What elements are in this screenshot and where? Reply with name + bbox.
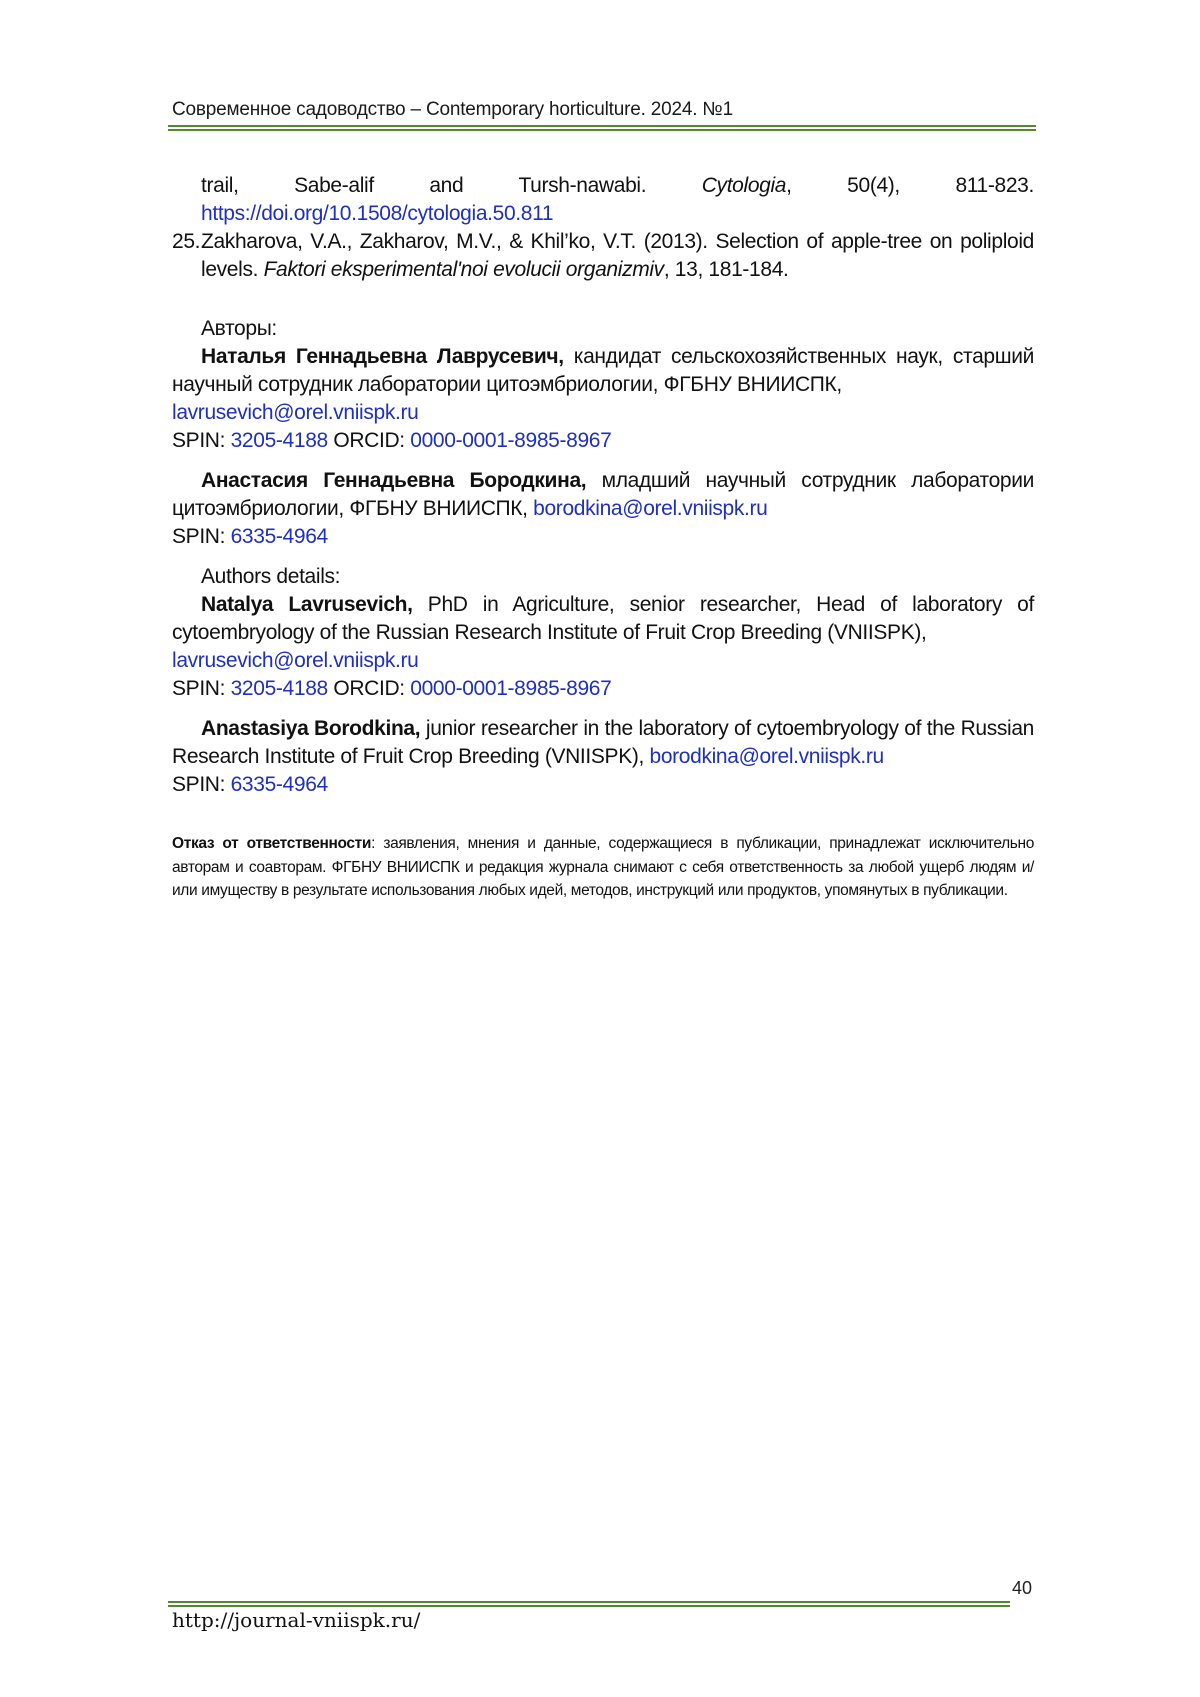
orcid-link[interactable]: 0000-0001-8985-8967: [410, 677, 612, 700]
author-en-2: Anastasiya Borodkina, junior researcher in the laboratory of cytoembryology of the Russian Research Institute of Fruit Crop Breeding (VNIISPK), borodkina@orel.vniispk.ru: [172, 717, 1034, 768]
email-link[interactable]: borodkina@orel.vniispk.ru: [533, 497, 768, 520]
author-en-1: Natalya Lavrusevich, PhD in Agriculture, senior researcher, Head of laboratory of cytoembryology of the Russian Research Institute of Fruit Crop Breeding (VNIISPK), lavrusevich@orel.vniispk.ru: [172, 593, 1034, 672]
page-number: 40: [1012, 1578, 1033, 1598]
spin-link[interactable]: 3205-4188: [230, 677, 328, 700]
author-name: Anastasiya Borodkina,: [201, 717, 421, 740]
disclaimer: [172, 832, 1034, 903]
footer-url: http://journal-vniispk.ru/: [172, 1608, 421, 1632]
reference-25: 25.Zakharova, V.A., Zakharov, M.V., & Khil’ko, V.T. (2013). Selection of apple-tree on poliploid levels. Faktori eksperimental'noi evolucii organizmiv, 13, 181-184.: [172, 230, 1034, 281]
disclaimer-label: Отказ от ответственности: [172, 835, 372, 852]
spin-link[interactable]: 3205-4188: [230, 429, 328, 452]
reference-number: 25.: [172, 230, 201, 253]
disclaimer-text: : заявления, мнения и данные, содержащиеся в публикации, принадлежат исключительно авторам и соавторам. ФГБНУ ВНИИСПК и редакция журнала снимают с себя ответственность за любой ущерб людям и/или имуществу в результате использования любых идей, методов, инструкций или продуктов, упомянутых в публикации.: [172, 835, 1034, 899]
authors-ru-heading: Авторы:: [201, 317, 277, 340]
header-rule: [168, 125, 1036, 131]
author-ru-1-ids: SPIN: 3205-4188 ORCID: 0000-0001-8985-8967: [172, 429, 612, 452]
authors-en-heading: Authors details:: [201, 565, 341, 588]
author-ru-2: Анастасия Геннадьевна Бородкина, младший научный сотрудник лаборатории цитоэмбриологии, ФГБНУ ВНИИСПК, borodkina@orel.vniispk.ru: [172, 469, 1034, 520]
author-name: Анастасия Геннадьевна Бородкина,: [201, 469, 587, 492]
author-name: Natalya Lavrusevich,: [201, 593, 413, 616]
footer-rule: [168, 1601, 1010, 1607]
orcid-link[interactable]: 0000-0001-8985-8967: [410, 429, 612, 452]
email-link[interactable]: lavrusevich@orel.vniispk.ru: [172, 401, 419, 424]
author-name: Наталья Геннадьевна Лаврусевич,: [201, 345, 564, 368]
author-ru-1: Наталья Геннадьевна Лаврусевич, кандидат сельскохозяйственных наук, старший научный сотрудник лаборатории цитоэмбриологии, ФГБНУ ВНИИСПК, lavrusevich@orel.vniispk.ru: [172, 345, 1034, 424]
spin-link[interactable]: 6335-4964: [230, 525, 328, 548]
spin-link[interactable]: 6335-4964: [230, 773, 328, 796]
journal-title: Faktori eksperimental'noi evolucii organizmiv: [263, 258, 664, 281]
email-link[interactable]: lavrusevich@orel.vniispk.ru: [172, 649, 419, 672]
author-en-1-ids: SPIN: 3205-4188 ORCID: 0000-0001-8985-8967: [172, 677, 612, 700]
doi-link[interactable]: https://doi.org/10.1508/cytologia.50.811: [201, 202, 554, 225]
main-content: [172, 172, 1034, 799]
email-link[interactable]: borodkina@orel.vniispk.ru: [649, 745, 884, 768]
author-ru-2-ids: SPIN: 6335-4964: [172, 525, 328, 548]
reference-24-continuation: trail, Sabe-alif and Tursh-nawabi. Cytologia, 50(4), 811-823.: [201, 174, 1034, 197]
reference-24-doi-line: [172, 200, 1034, 228]
author-en-2-ids: SPIN: 6335-4964: [172, 773, 328, 796]
journal-header: Современное садоводство – Contemporary horticulture. 2024. №1: [172, 99, 733, 120]
